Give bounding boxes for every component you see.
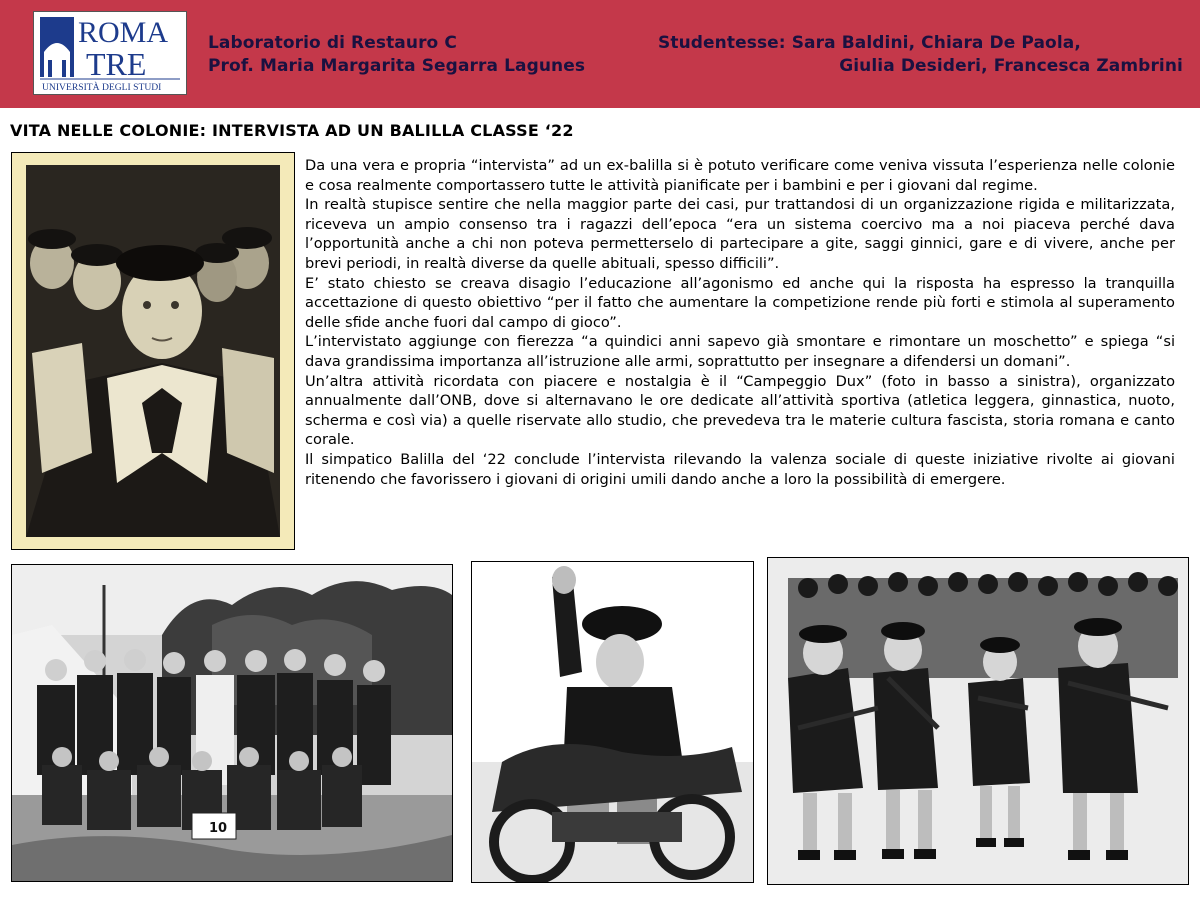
paragraph: L’intervistato aggiunge con fierezza “a quindici anni sapevo già smontare e rimontare un moschetto” e spiega “si dava grandissima importanza all’istruzione alle armi, soprattutto per insegnare a difendersi un domani”. bbox=[305, 333, 1175, 370]
paragraph: Da una vera e propria “intervista” ad un ex-balilla si è potuto verificare come veniva vissuta l’esperienza nelle colonie e cosa realmente comportassero tutte le attività pianificate per i bambini e per i giovani dal regime. bbox=[305, 157, 1175, 194]
logo-text-tre: TRE bbox=[86, 46, 147, 82]
campeggio-dux-group-photo bbox=[11, 564, 453, 882]
professor-name: Prof. Maria Margarita Segarra Lagunes bbox=[208, 56, 586, 76]
saluting-boy-photo bbox=[471, 561, 754, 883]
rifle-drill-photo bbox=[767, 557, 1189, 885]
paragraph: In realtà stupisce sentire che nella maggior parte dei casi, pur trattandosi di un organizzazione rigida e militarizzata, riceveva un ampio consenso tra i ragazzi dell’epoca “era un sistema coercivo ma a noi piaceva perché dava l’opportunità anche a chi non poteva permetterselo di partecipare a gite, saggi ginnici, gare e di vivere, anche per brevi periodi, in realtà diverse da quelle abituali, spesso difficili”. bbox=[305, 196, 1175, 272]
section-title: VITA NELLE COLONIE: INTERVISTA AD UN BALILLA CLASSE ‘22 bbox=[10, 121, 574, 140]
camp-photo-image bbox=[12, 565, 452, 881]
course-name: Laboratorio di Restauro C bbox=[208, 33, 457, 53]
rifle-drill-image bbox=[768, 558, 1188, 884]
students-line-1: Studentesse: Sara Baldini, Chiara De Paola, bbox=[658, 33, 1081, 53]
paragraph: Un’altra attività ricordata con piacere e nostalgia è il “Campeggio Dux” (foto in basso a sinistra), organizzato annualmente dall’ONB, dove si alternavano le ore dedicate all’attività sportiva (atletica leggera, ginnastica, nuoto, scherma e così via) a quelle riservate allo studio, che prevedeva tra le materie cultura fascista, storia romana e canto corale. bbox=[305, 372, 1175, 449]
logo-text-universita: UNIVERSITÀ DEGLI STUDI bbox=[42, 82, 162, 93]
header-banner bbox=[0, 0, 1200, 108]
interview-text bbox=[305, 156, 1175, 540]
portrait-photo-image bbox=[12, 153, 294, 549]
university-arch-logo-icon bbox=[34, 12, 186, 94]
paragraph: E’ stato chiesto se creava disagio l’educazione all’agonismo ed anche qui la risposta ha espresso la tranquilla accettazione di questo obiettivo “per il fatto che aumentare la competizione rende più forti e stimola al superamento delle sfide anche fuori dal campo di gioco”. bbox=[305, 274, 1175, 331]
logo-text-roma: ROMA bbox=[78, 16, 169, 49]
paragraph: Il simpatico Balilla del ‘22 conclude l’intervista rilevando la valenza sociale di queste iniziative rivolte ai giovani ritenendo che favorissero i giovani di origini umili dando anche a loro la possibilità di emergere. bbox=[305, 450, 1175, 488]
balilla-boys-portrait-photo bbox=[11, 152, 295, 550]
roma-tre-logo bbox=[33, 11, 187, 95]
students-line-2: Giulia Desideri, Francesca Zambrini bbox=[839, 56, 1183, 76]
camp-sign-number: 10 bbox=[209, 821, 228, 836]
saluting-boy-image bbox=[472, 562, 753, 882]
